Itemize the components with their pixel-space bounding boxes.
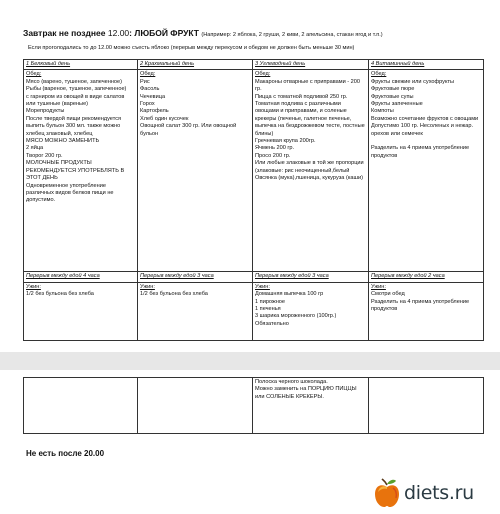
list-item: Разделить на 4 приема употребление продуктов xyxy=(371,145,470,159)
continued-cell xyxy=(24,378,138,434)
column-head: 2 Крахмальный день xyxy=(138,60,253,70)
dinner-cell xyxy=(24,282,138,340)
list-item: (злаковые: рис неочищенный,белый xyxy=(255,167,350,174)
break-row xyxy=(24,272,484,282)
lunch-cell xyxy=(24,70,138,272)
list-item: Рис xyxy=(140,78,150,85)
apple-icon xyxy=(374,478,400,508)
list-item: Фрукты запеченные xyxy=(371,101,423,108)
list-item: Одновременное употребление различных видов белков пищи не допустимо. xyxy=(26,182,114,204)
logo-text: diets.ru xyxy=(404,482,474,504)
list-item: МОЛОЧНЫЕ ПРОДУКТЫ РЕКОМЕНДУЕТСЯ УПОТРЕБЛЯТЬ В ЭТОТ ДЕНЬ xyxy=(26,160,125,182)
page-title xyxy=(23,28,383,38)
list-item: Мясо (варено, тушеное, запеченное) xyxy=(26,78,122,85)
list-item: 1 пирожное xyxy=(255,298,286,305)
list-item: Картофель xyxy=(140,108,169,115)
lunch-cell xyxy=(138,70,253,272)
list-item: Хлеб один кусочек xyxy=(140,115,189,122)
continued-cell xyxy=(138,378,253,434)
title-note: (Например: 2 яблока, 2 груши, 2 киви, 2 апельсина, стакан ягод и т.п.) xyxy=(201,32,383,38)
list-item: 1 печенья xyxy=(255,306,281,313)
list-item: Фруктовые пюре xyxy=(371,86,415,93)
list-item: с гарниром из овощей в виде салатов или тушеные (вареные) xyxy=(26,93,125,108)
break-cell: Перерыв между едой 3 часа xyxy=(138,272,253,282)
list-item: Компоты xyxy=(371,108,394,115)
title-time: 12.00 xyxy=(107,28,130,38)
dinner-title: Ужин: xyxy=(371,283,386,290)
column-head: 3 Углеводный день xyxy=(253,60,369,70)
list-item: Возможно сочетание фруктов с овощами xyxy=(371,115,479,122)
break-cell: Перерыв между едой 3 часа xyxy=(253,272,369,282)
list-item: 3 шарика мороженного (100гр.) xyxy=(255,313,337,320)
list-item: Пицца с томатной подливой 250 гр. xyxy=(255,93,348,100)
list-item: Фасоль xyxy=(140,86,160,93)
list-item: Допустимо 100 гр. Несоленых и нежар. орехов или семечек xyxy=(371,123,474,137)
lunch-title: Обед: xyxy=(26,71,42,78)
list-item: Творог 200 гр. xyxy=(26,152,63,159)
list-item: Или любые злаковые в той же пропорции xyxy=(255,160,364,167)
header-subnote: Если проголодались то до 12.00 можно съесть яблоко (перерыв между перекусом и обедом не должен быть меньше 30 мин) xyxy=(28,45,355,51)
lunch-title: Обед: xyxy=(255,71,271,78)
dinner-cell xyxy=(253,282,369,340)
list-item: Горох xyxy=(140,101,155,108)
table-header-row xyxy=(24,60,484,70)
lunch-title: Обед: xyxy=(140,71,156,78)
lunch-title: Обед: xyxy=(371,71,387,78)
title-colon: : xyxy=(129,28,133,38)
list-item: Можно заменить на ПОРЦИЮ ПИЦЦЫ или СОЛЕНЫЕ КРЕКЕРЫ. xyxy=(255,386,357,400)
dinner-title: Ужин: xyxy=(140,283,155,290)
lunch-row xyxy=(24,70,484,272)
dinner-title: Ужин: xyxy=(255,283,270,290)
diet-table xyxy=(23,59,484,341)
list-item: Ячмень 200 гр. xyxy=(255,145,295,152)
list-item: Обязательно xyxy=(255,320,289,327)
dinner-cell xyxy=(138,282,253,340)
list-item: Фрукты свежие или сухофрукты xyxy=(371,78,455,85)
list-item: Овощной салат 300 гр. Или овощной бульон xyxy=(140,123,237,137)
list-item: Смотри обед xyxy=(371,291,405,298)
list-item: 1/2 без бульона без хлеба xyxy=(140,291,208,298)
dinner-title: Ужин: xyxy=(26,283,41,290)
list-item: Гречневая крупа 200гр. xyxy=(255,138,316,145)
continued-cell xyxy=(369,378,484,434)
title-fruit: ЛЮБОЙ ФРУКТ xyxy=(134,28,200,38)
list-item: После твердой пищи рекомендуется выпить бульон 300 мл. также можно хлебец злаковый, хлебец xyxy=(26,115,122,137)
lunch-cell xyxy=(369,70,484,272)
column-head: 4 Витаминный день xyxy=(369,60,484,70)
list-item: Овсянка (мука),пшеница, кукуруза (каши) xyxy=(255,175,363,182)
break-cell: Перерыв между едой 2 часа xyxy=(369,272,484,282)
list-item: Просо 200 гр. xyxy=(255,152,291,159)
list-item: 1/2 без бульона без хлеба xyxy=(26,291,94,298)
diet-table-continued xyxy=(23,377,484,434)
list-item: Морепродукты xyxy=(26,108,65,115)
list-item: Домашняя выпечка 100 гр xyxy=(255,291,324,298)
page-separator xyxy=(0,352,500,370)
site-logo[interactable] xyxy=(374,476,496,510)
continued-row xyxy=(24,378,484,434)
list-item: Рыбы (вареное, тушеное, запеченное) xyxy=(26,86,127,93)
list-item: Томатная подлива с различными овощами и приправами, и соленые крекеры (печенье, галетное печенье, выпечка на бездрожжевом тесте, постные блины) xyxy=(255,101,365,137)
lunch-cell xyxy=(253,70,369,272)
list-item: 2 яйца xyxy=(26,145,44,152)
list-item: МЯСО МОЖНО ЗАМЕНИТЬ xyxy=(26,138,100,145)
list-item: Полоска черного шоколада. xyxy=(255,379,328,385)
break-cell: Перерыв между едой 4 часа xyxy=(24,272,138,282)
list-item: Разделить на 4 приема употребление продуктов xyxy=(371,298,470,313)
title-label: Завтрак не позднее xyxy=(23,28,106,38)
continued-cell xyxy=(253,378,369,434)
footer-note: Не есть после 20.00 xyxy=(26,449,105,458)
column-head: 1 Белковый день xyxy=(24,60,138,70)
dinner-cell xyxy=(369,282,484,340)
list-item xyxy=(371,138,481,145)
list-item: Макароны отварные с приправами - 200 гр. xyxy=(255,78,361,93)
dinner-row xyxy=(24,282,484,340)
list-item: Чечевица xyxy=(140,93,166,100)
list-item: Фруктовые супы xyxy=(371,93,414,100)
